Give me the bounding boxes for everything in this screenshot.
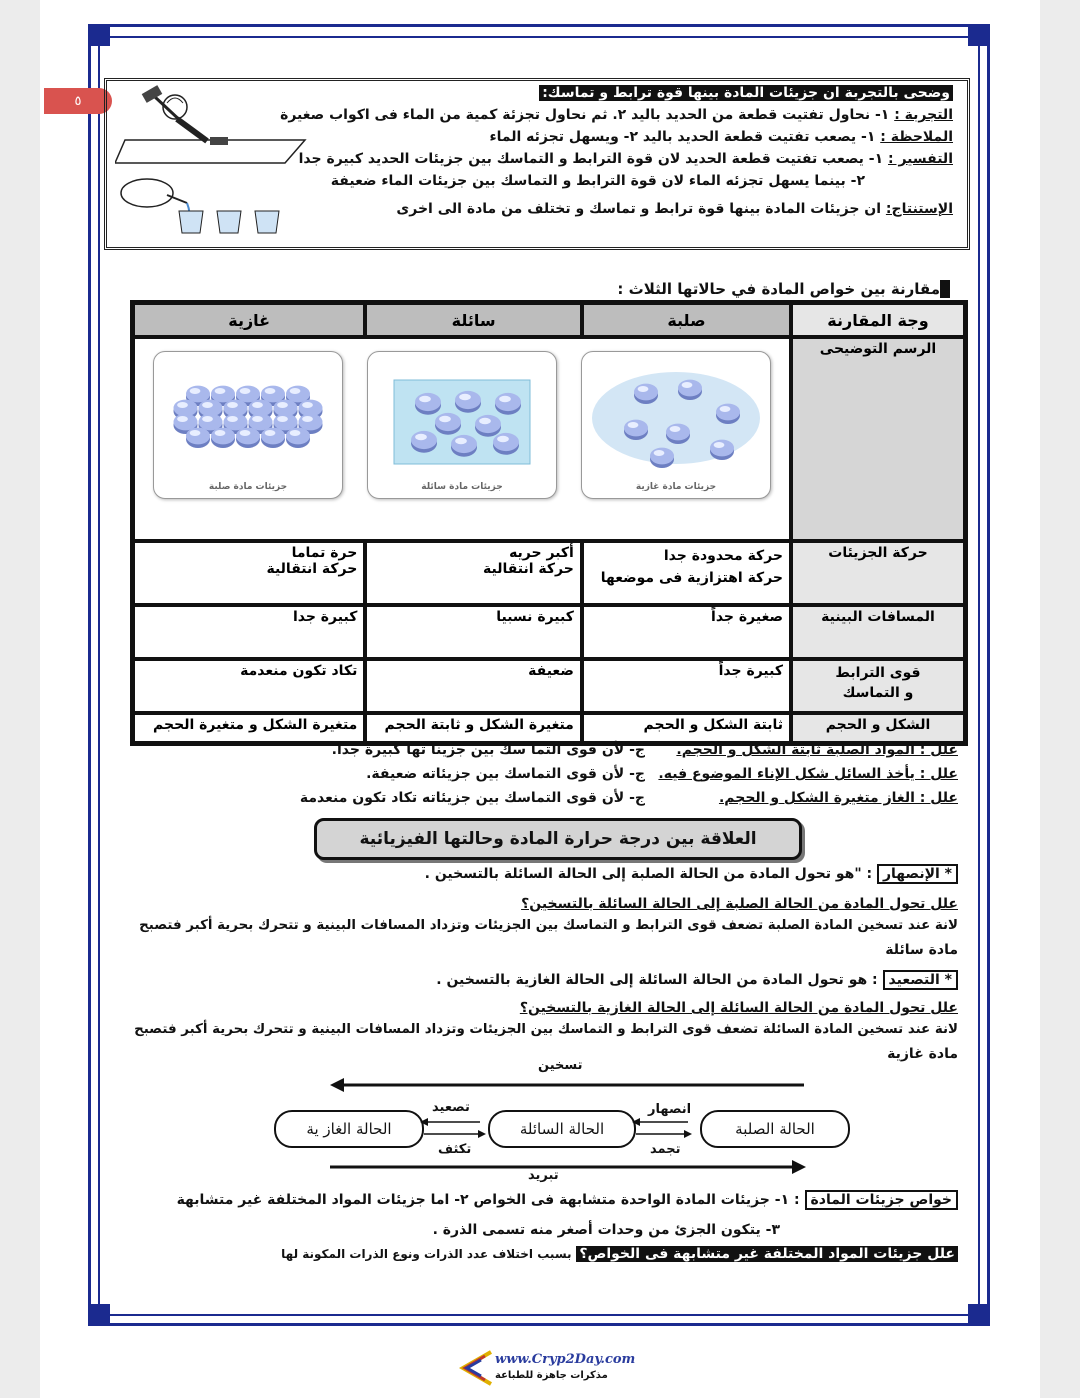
liquid-caption: جزيئات مادة سائلة <box>421 482 503 492</box>
melting-answer-1: لانة عند تسخين المادة الصلبة تضعف قوى الترابط و التماسك بين الجزيئات وتزداد المسافات البينية و تتحرك بحرية أكبر فتصبح <box>139 918 958 933</box>
footer-logo <box>455 1348 635 1388</box>
solid-state-box: الحالة الصلبة <box>700 1110 850 1148</box>
liquid-molecule <box>455 391 481 413</box>
person-hammer-illustration <box>115 85 315 165</box>
liquid-molecule <box>495 393 521 415</box>
observation-line: الملاحظة : ١- يصعب تفتيت قطعة الحديد باليد ٢- ويسهل تجزئه الماء <box>489 129 953 145</box>
gas-state-box: الحالة الغاز ية <box>274 1110 424 1148</box>
corner-decoration <box>968 1304 990 1326</box>
cell-liquid-shape: متغيرة الشكل و ثابتة الحجم <box>365 713 582 743</box>
liquid-molecule <box>415 393 441 415</box>
reason-question-3: علل : الغاز متغيرة الشكل و الحجم. <box>718 790 958 806</box>
footer-url[interactable]: www.Cryp2Day.com <box>495 1352 636 1367</box>
comparison-table <box>130 300 968 746</box>
condensation-arrow-label: تكثف <box>438 1142 472 1157</box>
liquid-molecule <box>475 415 501 437</box>
row-label-diagram: الرسم التوضيحى <box>791 337 965 541</box>
reason-answer-3: ج- لأن قوى التماسك بين جزيئاته تكاد تكون منعدمة <box>299 790 645 806</box>
melting-answer-2: مادة سائلة <box>885 942 958 958</box>
properties-line-2: ٣- يتكون الجزئ من وحدات أصغر منه تسمى الذرة . <box>432 1222 780 1238</box>
solid-molecule <box>236 428 260 448</box>
solid-molecule <box>211 428 235 448</box>
col-header-gas: غازية <box>133 303 365 337</box>
gas-molecule <box>650 448 674 468</box>
diagram-cell <box>133 337 791 541</box>
reason-answer-2: ج- لأن قوى التماسك بين جزيئاته ضعيفة. <box>366 766 645 782</box>
solid-molecule <box>286 428 310 448</box>
gas-caption: جزيئات مادة غازية <box>635 482 717 492</box>
heating-label: تسخين <box>538 1058 583 1073</box>
cell-solid-spacing: صغيرة جداً <box>582 605 791 659</box>
cell-gas-cohesion: تكاد تكون منعدمة <box>133 659 365 713</box>
row-label-motion: حركة الجزيئات <box>791 541 965 605</box>
cell-gas-motion: حرة تماما حركة انتقالية <box>133 541 365 605</box>
row-label-spacing: المسافات البينية <box>791 605 965 659</box>
gas-molecule <box>710 440 734 460</box>
cell-solid-cohesion: كبيرة جداً <box>582 659 791 713</box>
row-label-shape: الشكل و الحجم <box>791 713 965 743</box>
corner-decoration <box>88 1304 110 1326</box>
cooling-arrow <box>330 1160 806 1174</box>
solid-molecule <box>186 428 210 448</box>
vaporization-answer-1: لانة عند تسخين المادة السائلة تضعف قوى الترابط و التماسك بين الجزيئات وتزداد المسافات البينية و تتحرك بحرية أكبر فتصبح <box>134 1022 958 1037</box>
reason-answer-1: ج- لأن قوى التما سك بين جزينا تها كبيرة جدا. <box>331 742 645 758</box>
cooling-label: تبريد <box>528 1168 559 1183</box>
liquid-molecule <box>411 431 437 453</box>
row-label-cohesion: قوى الترابط و التماسك <box>791 659 965 713</box>
gas-molecule <box>678 380 702 400</box>
col-header-liquid: سائلة <box>365 303 582 337</box>
logo-icon <box>455 1350 495 1386</box>
gas-molecule <box>624 420 648 440</box>
solid-molecule <box>261 428 285 448</box>
properties-line-1: خواص جزيئات المادة : ١- جزيئات المادة الواحدة متشابهة فى الخواص ٢- اما جزيئات المواد المختلفة غير متشابهة <box>177 1192 958 1208</box>
gas-molecule <box>716 404 740 424</box>
melting-arrow-label: انصهار <box>648 1102 692 1117</box>
cell-gas-shape: متغيرة الشكل و متغيرة الحجم <box>133 713 365 743</box>
experiment-line: التجربة : ١- نحاول تفتيت قطعة من الحديد باليد ٢. ثم نحاول تجزئة كمية من الماء فى اكواب صغيرة <box>280 107 953 123</box>
gas-molecule <box>634 384 658 404</box>
cell-liquid-cohesion: ضعيفة <box>365 659 582 713</box>
liquid-state-box: الحالة السائلة <box>488 1110 636 1148</box>
cell-liquid-motion: أكبر حريه حركة انتقالية <box>365 541 582 605</box>
reason-question-2: علل : يأخذ السائل شكل الإناء الموضوع فيه. <box>658 766 958 782</box>
col-header-solid: صلبة <box>582 303 791 337</box>
relation-title: العلاقة بين درجة حرارة المادة وحالتها الفيزيائية <box>314 818 802 860</box>
evaporation-arrow-label: تصعيد <box>432 1100 470 1115</box>
experiment-box <box>104 78 970 250</box>
comparison-title: مقارنة بين خواص المادة في حالاتها الثلاث : <box>617 280 950 298</box>
cell-solid-shape: ثابتة الشكل و الحجم <box>582 713 791 743</box>
liquid-molecules-diagram <box>367 351 557 499</box>
solid-molecules-diagram <box>153 351 343 499</box>
liquid-molecule <box>435 413 461 435</box>
solid-caption: جزيئات مادة صلبة <box>208 482 288 492</box>
heating-arrow <box>330 1078 806 1092</box>
cell-liquid-spacing: كبيرة نسبيا <box>365 605 582 659</box>
corner-decoration <box>968 24 990 46</box>
vaporization-answer-2: مادة غازية <box>887 1046 958 1062</box>
gas-molecules-diagram <box>581 351 771 499</box>
col-header-aspect: وجة المقارنة <box>791 303 965 337</box>
water-cups-illustration <box>117 173 307 243</box>
melting-question: علل تحول المادة من الحالة الصلبة إلى الحالة السائلة بالتسخين؟ <box>521 896 958 912</box>
interpretation-line-2: ٢- بينما يسهل تجزئه الماء لان قوة الترابط و التماسك بين جزيئات الماء ضعيفة <box>330 173 865 189</box>
vaporization-question: علل تحول المادة من الحالة السائلة إلى الحالة الغازية بالتسخين؟ <box>519 1000 958 1016</box>
freezing-arrow-label: تجمد <box>650 1142 681 1157</box>
interpretation-line-1: التفسير : ١- يصعب تفتيت قطعة الحديد لان قوة الترابط و التماسك بين جزيئات الحديد كبيرة جدا <box>298 151 953 167</box>
experiment-heading: وضحى بالتجربة ان جزيئات المادة بينها قوة ترابط و تماسك: <box>539 85 953 101</box>
corner-decoration <box>88 24 110 46</box>
page-number-tab: ٥ <box>44 88 112 114</box>
cell-gas-spacing: كبيرة جدا <box>133 605 365 659</box>
footer-tagline: مذكرات جاهزة للطباعة <box>495 1370 608 1381</box>
liquid-molecule <box>493 433 519 455</box>
conclusion-line: الإستنتاج: ان جزيئات المادة بينها قوة ترابط و تماسك و تختلف من مادة الى اخرى <box>396 201 953 217</box>
reason-question-1: علل : المواد الصلبة ثابتة الشكل و الحجم. <box>676 742 958 758</box>
properties-question: علل جزيئات المواد المختلفة غير متشابهة فى الخواص؟ بسبب اختلاف عدد الذرات ونوع الذرات المكونة لها <box>281 1246 958 1262</box>
vaporization-definition: * التصعيد : هو تحول المادة من الحالة السائلة إلى الحالة الغازية بالتسخين . <box>436 972 958 988</box>
liquid-molecule <box>451 435 477 457</box>
cell-solid-motion: حركة محدودة جدا حركة اهتزازية فى موضعها <box>582 541 791 605</box>
melting-definition: * الإنصهار : "هو تحول المادة من الحالة الصلبة إلى الحالة السائلة بالتسخين . <box>425 866 958 882</box>
gas-molecule <box>666 424 690 444</box>
